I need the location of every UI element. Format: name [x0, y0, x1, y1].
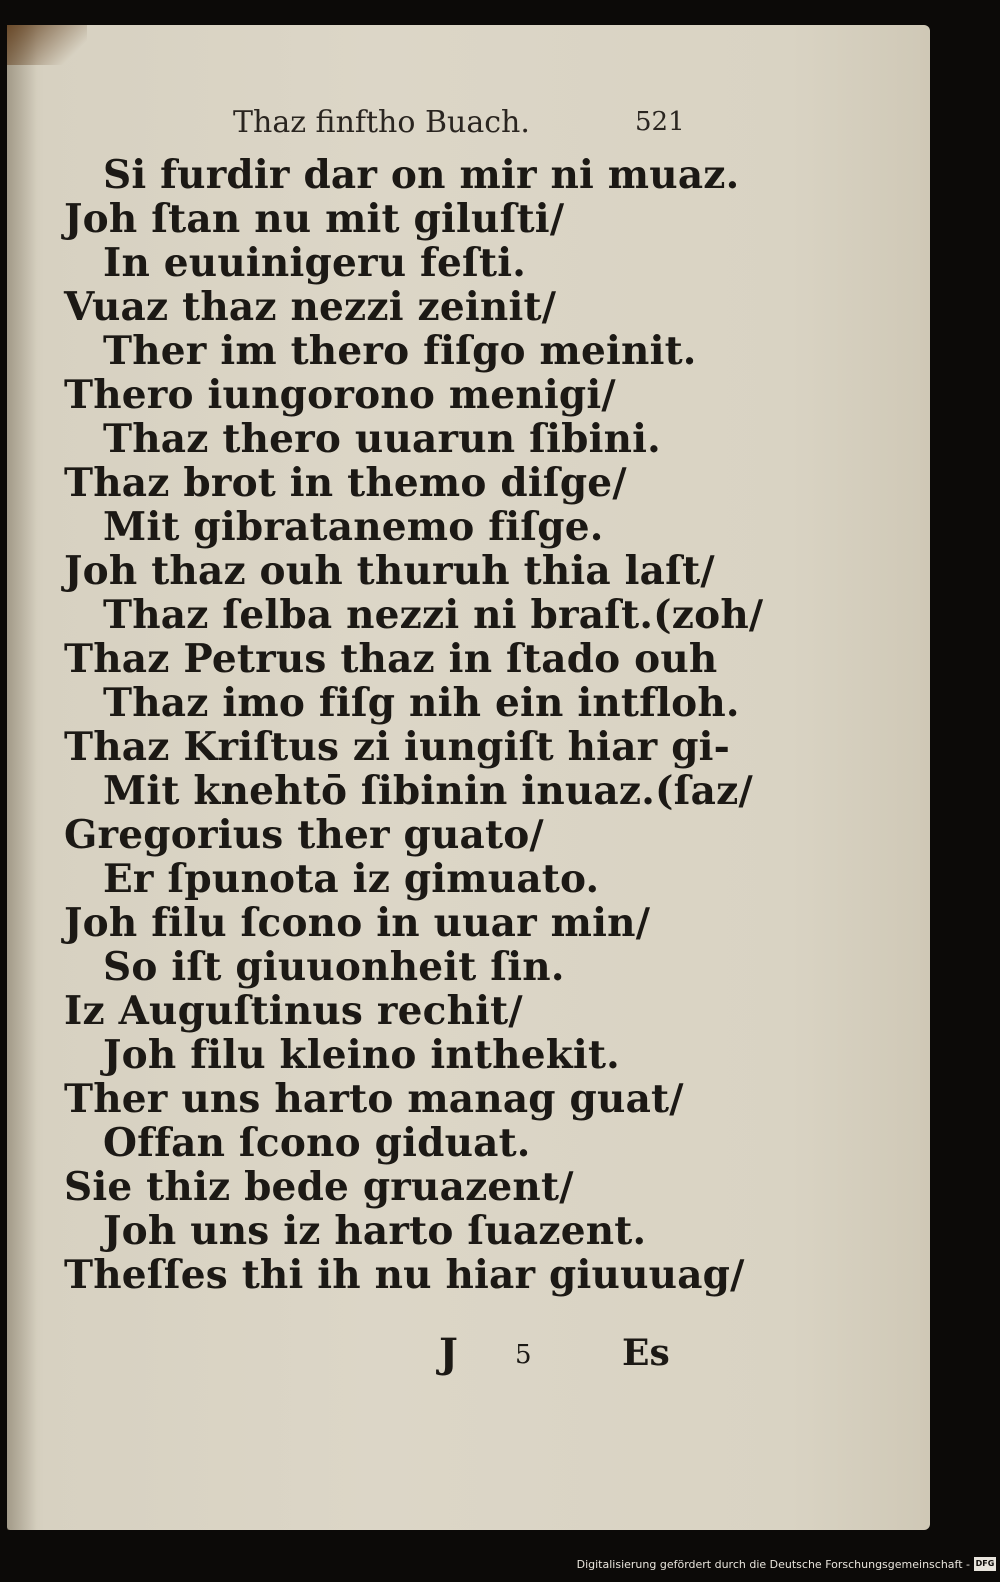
verse-line: Thaz ſelba nezzi ni braſt.(zoh/	[103, 592, 764, 638]
verse-line: Ther uns harto manag guat/	[64, 1076, 684, 1122]
verse-line: Theſſes thi ih nu hiar giuuuag/	[64, 1252, 745, 1298]
signature-line	[7, 1330, 930, 1380]
verse-line: Thero iungorono menigi/	[64, 372, 616, 418]
page-header	[7, 105, 930, 155]
verse-line: Joh uns iz harto ſuazent.	[103, 1208, 647, 1254]
binding-edge	[7, 25, 87, 65]
verse-line: Joh ſtan nu mit giluſti/	[64, 196, 565, 242]
verse-line: Joh thaz ouh thuruh thia laſt/	[64, 548, 715, 594]
verse-line: Si furdir dar on mir ni muaz.	[103, 152, 740, 198]
verse-line: Gregorius ther guato/	[64, 812, 544, 858]
catchword: Es	[622, 1332, 670, 1374]
verse-line: Thaz imo fiſg nih ein intfloh.	[103, 680, 740, 726]
verse-line: Thaz Kriſtus zi iungiſt hiar gi-	[64, 724, 731, 770]
verse-line: Mit gibratanemo fiſge.	[103, 504, 604, 550]
running-title: Thaz finftho Buach.	[233, 105, 530, 140]
verse-line: Thaz brot in themo diſge/	[64, 460, 627, 506]
verse-line: Offan ſcono giduat.	[103, 1120, 531, 1166]
funding-credit: Digitalisierung gefördert durch die Deutsche Forschungsgemeinschaft -	[576, 1558, 970, 1571]
page-number: 521	[635, 107, 685, 137]
verse-line: Joh filu ſcono in uuar min/	[64, 900, 651, 946]
verse-line: Iz Auguſtinus rechit/	[64, 988, 523, 1034]
verse-line: Vuaz thaz nezzi zeinit/	[64, 284, 557, 330]
verse-line: So iſt giuuonheit ſin.	[103, 944, 565, 990]
paper-page	[7, 25, 930, 1530]
signature-number: 5	[515, 1340, 532, 1370]
verse-line: Mit knehtō ſibinin inuaz.(ſaz/	[103, 768, 753, 814]
verse-line: Sie thiz bede gruazent/	[64, 1164, 574, 1210]
verse-line: Thaz thero uuarun ſibini.	[103, 416, 661, 462]
verse-line: Thaz Petrus thaz in ſtado ouh	[64, 636, 718, 682]
verse-line: Er ſpunota iz gimuato.	[103, 856, 600, 902]
verse-line: In euuinigeru feſti.	[103, 240, 527, 286]
signature-mark: J	[439, 1330, 458, 1377]
dfg-logo: DFG	[974, 1557, 996, 1571]
verse-line: Ther im thero fiſgo meinit.	[103, 328, 697, 374]
verse-line: Joh filu kleino inthekit.	[103, 1032, 620, 1078]
digitization-footer	[0, 1548, 1000, 1582]
spine-shadow	[7, 25, 37, 1530]
